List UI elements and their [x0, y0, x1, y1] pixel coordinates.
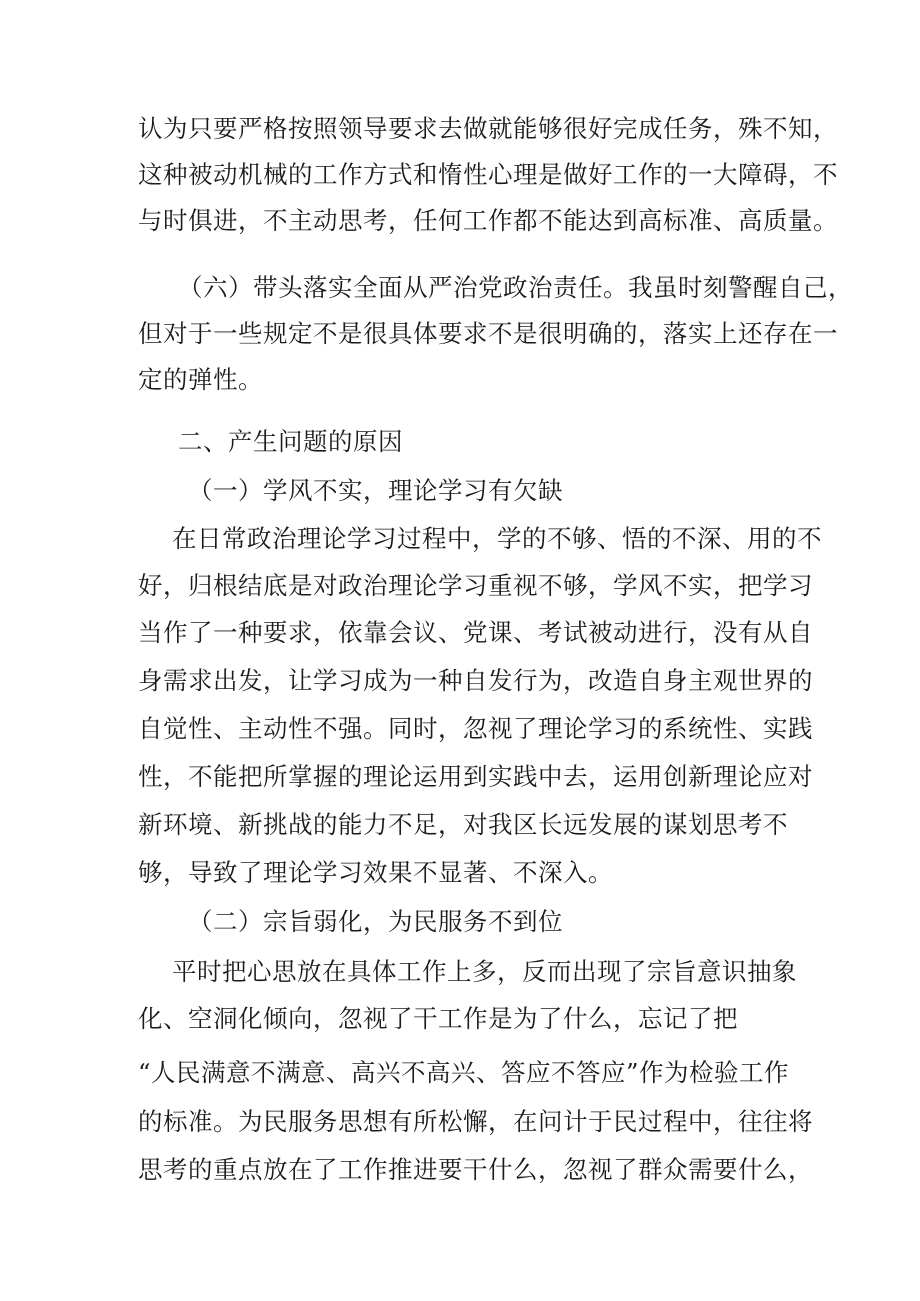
body-text-line: 在日常政治理论学习过程中，学的不够、悟的不深、用的不 [172, 524, 822, 553]
body-text-line: 平时把心思放在具体工作上多，反而出现了宗旨意识抽象 [172, 957, 797, 986]
body-text-line: 身需求出发，让学习成为一种自发行为，改造自身主观世界的 [138, 666, 813, 695]
body-text-line: 性，不能把所掌握的理论运用到实践中去，运用创新理论应对 [138, 762, 813, 791]
subsection-heading-1: （一）学风不实，理论学习有欠缺 [188, 476, 563, 505]
body-text-line: 当作了一种要求，依靠会议、党课、考试被动进行，没有从自 [138, 618, 813, 647]
body-text-line: 自觉性、主动性不强。同时，忽视了理论学习的系统性、实践 [138, 714, 813, 743]
body-text-line: 思考的重点放在了工作推进要干什么，忽视了群众需要什么， [138, 1155, 813, 1184]
body-text-line: 好，归根结底是对政治理论学习重视不够，学风不实，把学习 [138, 571, 813, 600]
body-text-line: 但对于一些规定不是很具体要求不是很明确的，落实上还存在一 [138, 319, 838, 348]
body-text-line: 的标准。为民服务思想有所松懈，在问计于民过程中，往往将 [138, 1107, 813, 1136]
body-text-line: 新环境、新挑战的能力不足，对我区长远发展的谋划思考不 [138, 810, 788, 839]
subsection-heading-6: （六）带头落实全面从严治党政治责任。我虽时刻警醒自己， [178, 273, 853, 302]
body-text-line: 与时俱进，不主动思考，任何工作都不能达到高标准、高质量。 [138, 206, 838, 235]
body-text-line: “人民满意不满意、高兴不高兴、答应不答应”作为检验工作 [138, 1058, 790, 1087]
section-heading: 二、产生问题的原因 [178, 427, 403, 456]
subsection-heading-2: （二）宗旨弱化，为民服务不到位 [188, 907, 563, 936]
body-text-line: 认为只要严格按照领导要求去做就能够很好完成任务，殊不知， [138, 114, 838, 143]
body-text-line: 定的弹性。 [138, 365, 263, 394]
body-text-line: 化、空洞化倾向，忽视了干工作是为了什么，忘记了把 [138, 1004, 738, 1033]
body-text-line: 这种被动机械的工作方式和惰性心理是做好工作的一大障碍，不 [138, 160, 838, 189]
body-text-line: 够，导致了理论学习效果不显著、不深入。 [138, 858, 613, 887]
